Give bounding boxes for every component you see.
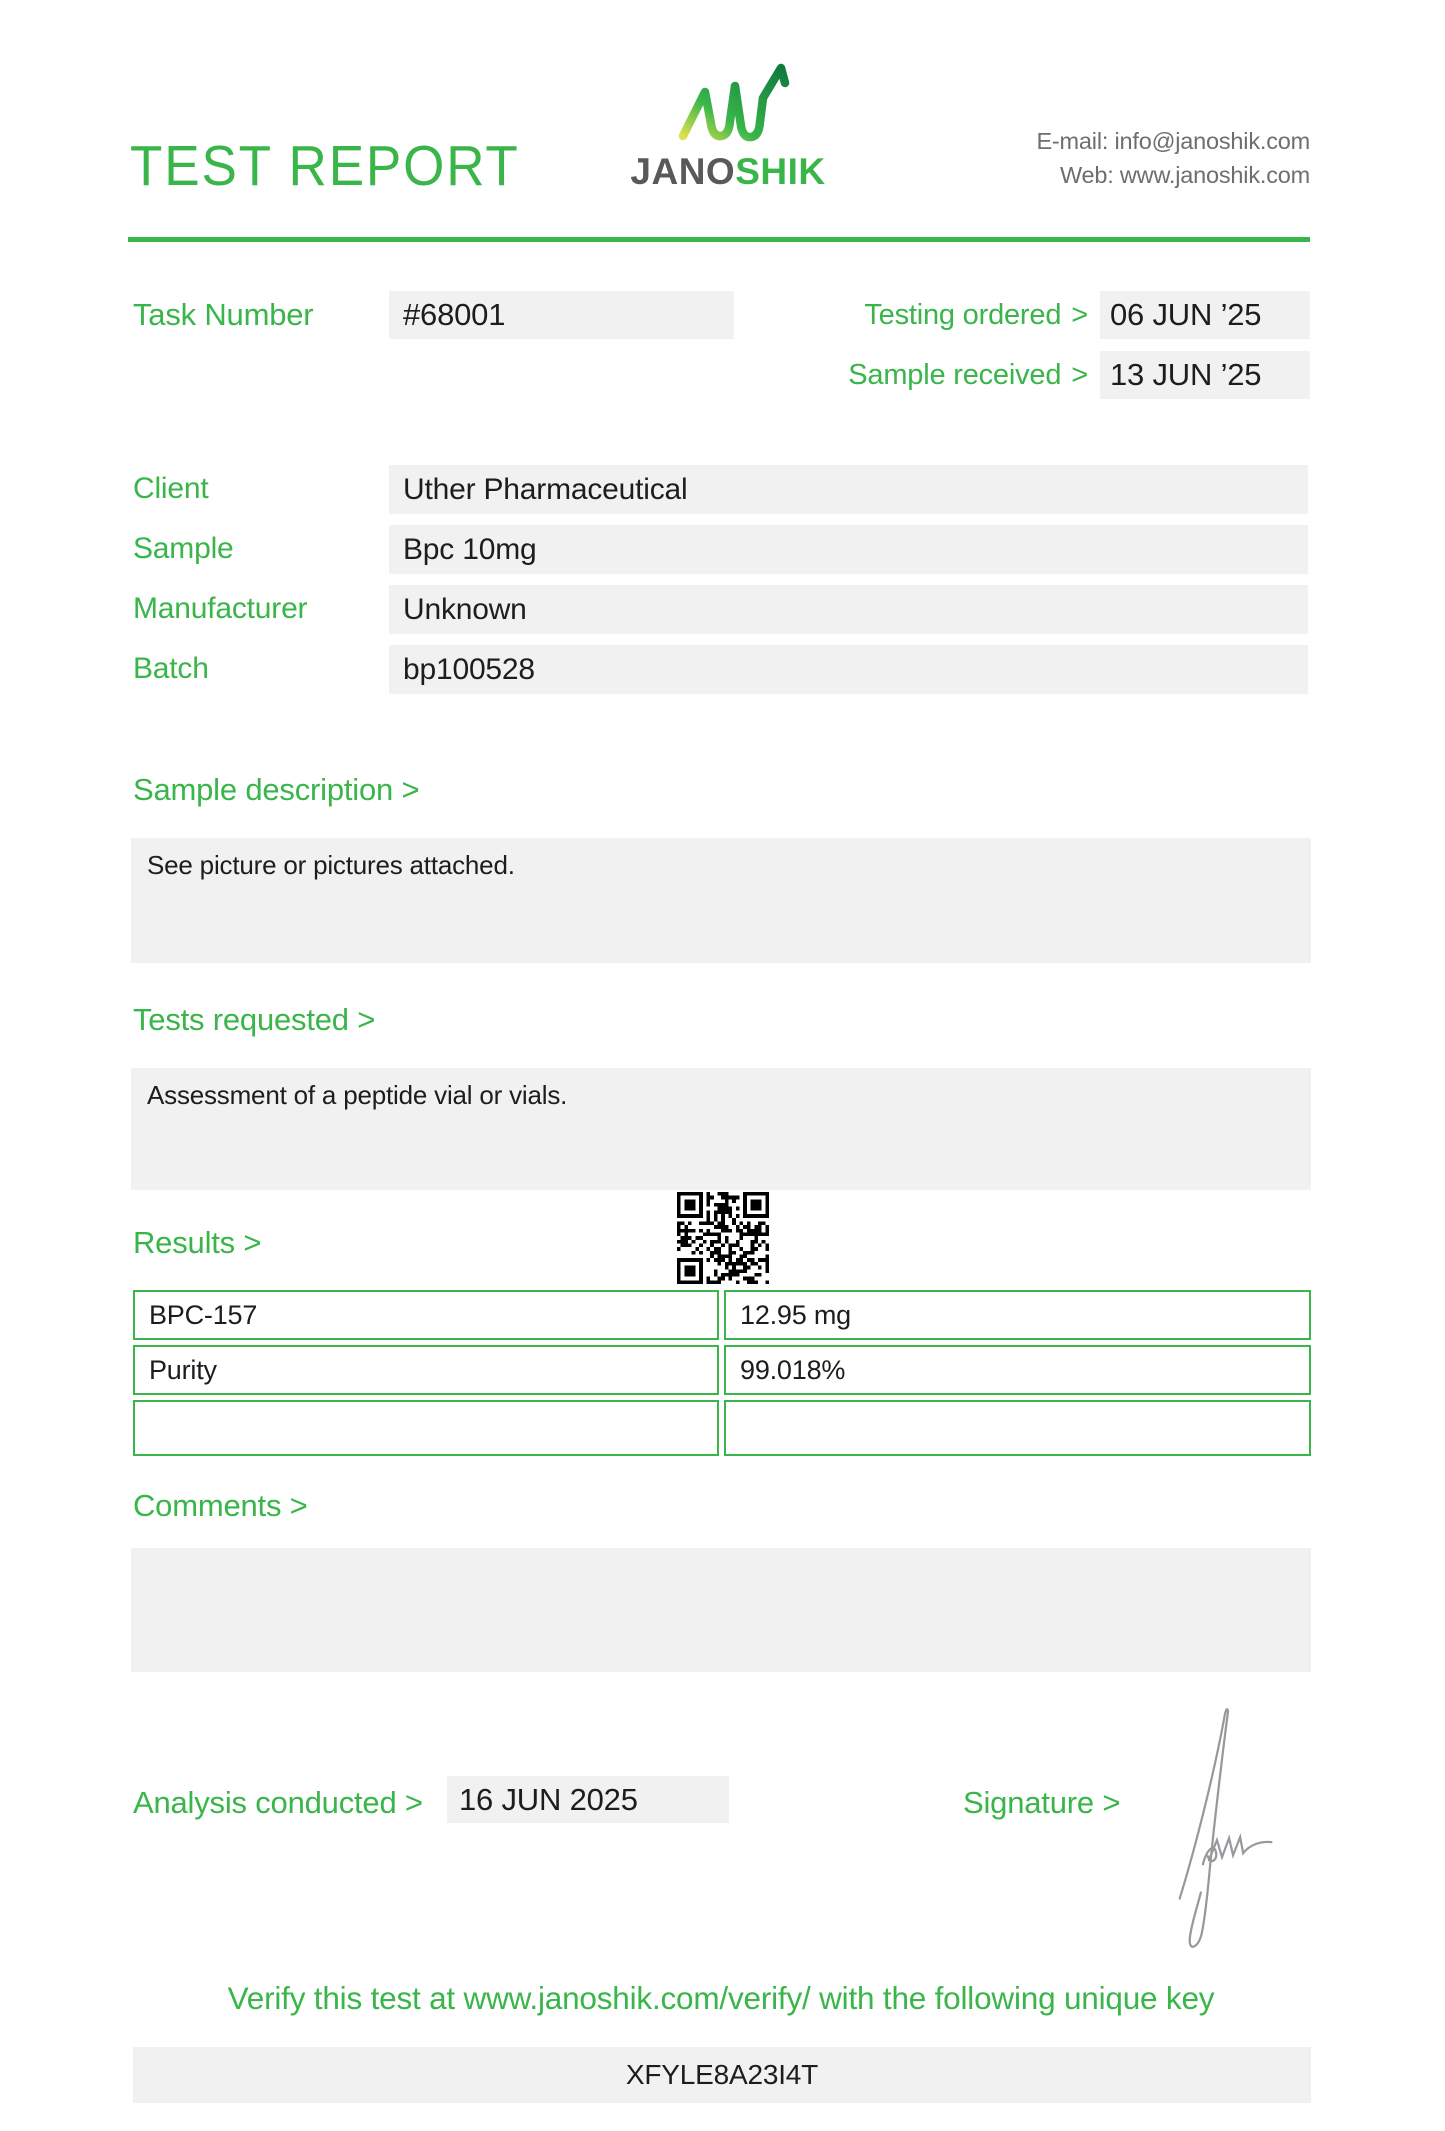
- table-cell-result-1: 12.95 mg: [724, 1290, 1311, 1340]
- table-cell-analyte-2: Purity: [133, 1345, 719, 1395]
- sample-received-row: [820, 351, 1310, 399]
- sample-label: Sample: [133, 532, 234, 565]
- manufacturer-value: Unknown: [389, 585, 1308, 634]
- arrow-glyph: >: [1071, 358, 1088, 391]
- table-cell-analyte-3: [133, 1400, 719, 1456]
- signature-stroke: [1165, 1695, 1277, 1957]
- sample-received-value: 13 JUN ’25: [1100, 351, 1310, 399]
- contact-block: [1036, 124, 1310, 192]
- brand-name: [628, 151, 828, 193]
- client-value: Uther Pharmaceutical: [389, 465, 1308, 514]
- table-cell-result-2: 99.018%: [724, 1345, 1311, 1395]
- comments-heading: Comments >: [133, 1488, 308, 1523]
- testing-ordered-value: 06 JUN ’25: [1100, 291, 1310, 339]
- qr-code-image: [677, 1192, 769, 1284]
- tests-requested-heading: Tests requested >: [133, 1002, 376, 1037]
- header-divider: [128, 237, 1310, 242]
- sample-description-heading: Sample description >: [133, 772, 420, 807]
- results-heading: Results >: [133, 1225, 262, 1260]
- testing-ordered-row: [820, 291, 1310, 339]
- comments-box: [131, 1548, 1311, 1672]
- chart-trend-icon: [662, 58, 794, 150]
- brand-name-primary: JANO: [630, 151, 736, 192]
- sample-received-label: Sample received: [848, 358, 1062, 391]
- signature-label: Signature >: [963, 1785, 1121, 1820]
- page-title: TEST REPORT: [130, 134, 520, 198]
- client-label: Client: [133, 472, 209, 505]
- batch-label: Batch: [133, 652, 209, 685]
- analysis-conducted-value: 16 JUN 2025: [447, 1776, 729, 1823]
- table-cell-result-3: [724, 1400, 1311, 1456]
- contact-web: Web: www.janoshik.com: [1059, 162, 1310, 188]
- table-cell-analyte-1: BPC-157: [133, 1290, 719, 1340]
- verify-key: XFYLE8A23I4T: [133, 2047, 1311, 2103]
- testing-ordered-label: Testing ordered: [864, 298, 1062, 331]
- results-table: [133, 1290, 1311, 1456]
- sample-value: Bpc 10mg: [389, 525, 1308, 574]
- analysis-conducted-label: Analysis conducted >: [133, 1785, 423, 1820]
- manufacturer-label: Manufacturer: [133, 592, 308, 625]
- tests-requested-box: Assessment of a peptide vial or vials.: [131, 1068, 1311, 1190]
- qr-code: [677, 1192, 769, 1284]
- signature-image: [1165, 1695, 1277, 1957]
- contact-email: E-mail: info@janoshik.com: [1036, 128, 1310, 154]
- verify-instruction: Verify this test at www.janoshik.com/verify/ with the following unique key: [227, 1980, 1215, 2016]
- batch-value: bp100528: [389, 645, 1308, 694]
- task-number-label: Task Number: [133, 297, 314, 332]
- task-number-value: #68001: [389, 291, 734, 339]
- sample-description-box: See picture or pictures attached.: [131, 838, 1311, 963]
- arrow-glyph: >: [1071, 298, 1088, 331]
- brand-logo: [628, 58, 828, 193]
- brand-name-secondary: SHIK: [735, 151, 826, 192]
